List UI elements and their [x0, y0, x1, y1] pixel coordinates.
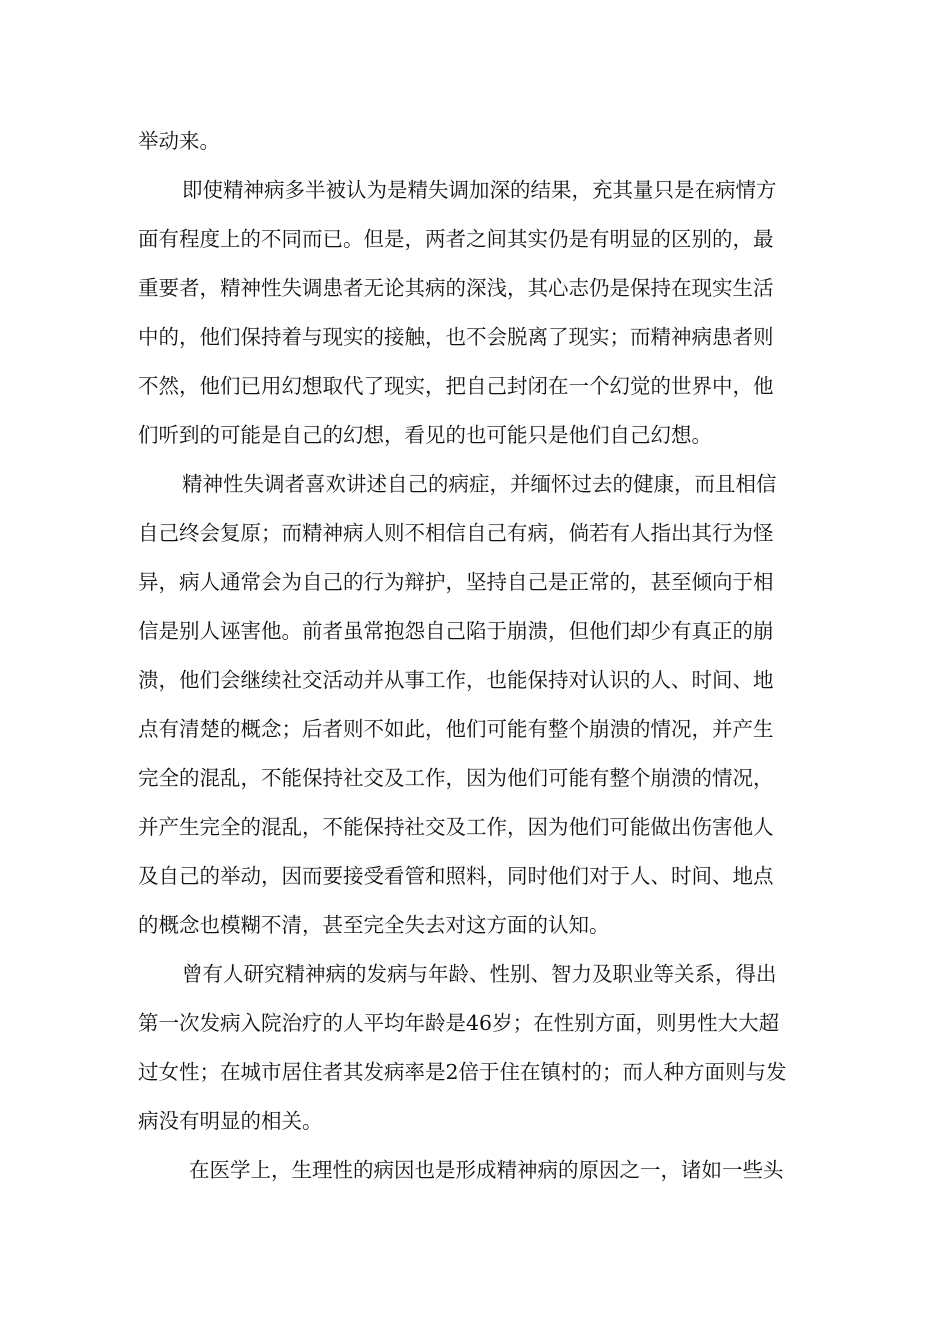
text-line: 中的，他们保持着与现实的接触，也不会脱离了现实；而精神病患者则 [138, 325, 774, 349]
text-line: 信是别人诬害他。前者虽常抱怨自己陷于崩溃，但他们却少有真正的崩 [138, 619, 774, 643]
text-line: 过女性；在城市居住者其发病率是2倍于住在镇村的；而人种方面则与发 [138, 1060, 787, 1084]
text-line: 异，病人通常会为自己的行为辩护，坚持自己是正常的，甚至倾向于相 [138, 570, 774, 594]
text-line: 不然，他们已用幻想取代了现实，把自己封闭在一个幻觉的世界中，他 [138, 374, 774, 398]
paragraph-first-line: 精神性失调者喜欢讲述自己的病症，并缅怀过去的健康，而且相信 [182, 472, 777, 496]
document-body [138, 117, 822, 1195]
text-line: 举动来。 [138, 129, 220, 153]
text-line: 病没有明显的相关。 [138, 1109, 323, 1133]
text-line: 第一次发病入院治疗的人平均年龄是46岁；在性别方面，则男性大大超 [138, 1011, 780, 1035]
text-line: 们听到的可能是自己的幻想，看见的也可能只是他们自己幻想。 [138, 423, 712, 447]
text-line: 完全的混乱，不能保持社交及工作，因为他们可能有整个崩溃的情况， [138, 766, 774, 790]
text-line: 面有程度上的不同而已。但是，两者之间其实仍是有明显的区别的，最 [138, 227, 774, 251]
text-line: 溃，他们会继续社交活动并从事工作，也能保持对认识的人、时间、地 [138, 668, 774, 692]
paragraph-first-line: 曾有人研究精神病的发病与年龄、性别、智力及职业等关系，得出 [182, 962, 777, 986]
paragraph-first-line: 在医学上，生理性的病因也是形成精神病的原因之一，诸如一些头 [189, 1158, 784, 1182]
text-line: 的概念也模糊不清，甚至完全失去对这方面的认知。 [138, 913, 610, 937]
paragraph-first-line: 即使精神病多半被认为是精失调加深的结果，充其量只是在病情方 [182, 178, 777, 202]
text-line: 自己终会复原；而精神病人则不相信自己有病，倘若有人指出其行为怪 [138, 521, 774, 545]
text-line: 及自己的举动，因而要接受看管和照料，同时他们对于人、时间、地点 [138, 864, 774, 888]
text-line: 点有清楚的概念；后者则不如此，他们可能有整个崩溃的情况，并产生 [138, 717, 774, 741]
text-line: 并产生完全的混乱，不能保持社交及工作，因为他们可能做出伤害他人 [138, 815, 774, 839]
text-line: 重要者，精神性失调患者无论其病的深浅，其心志仍是保持在现实生活 [138, 276, 774, 300]
